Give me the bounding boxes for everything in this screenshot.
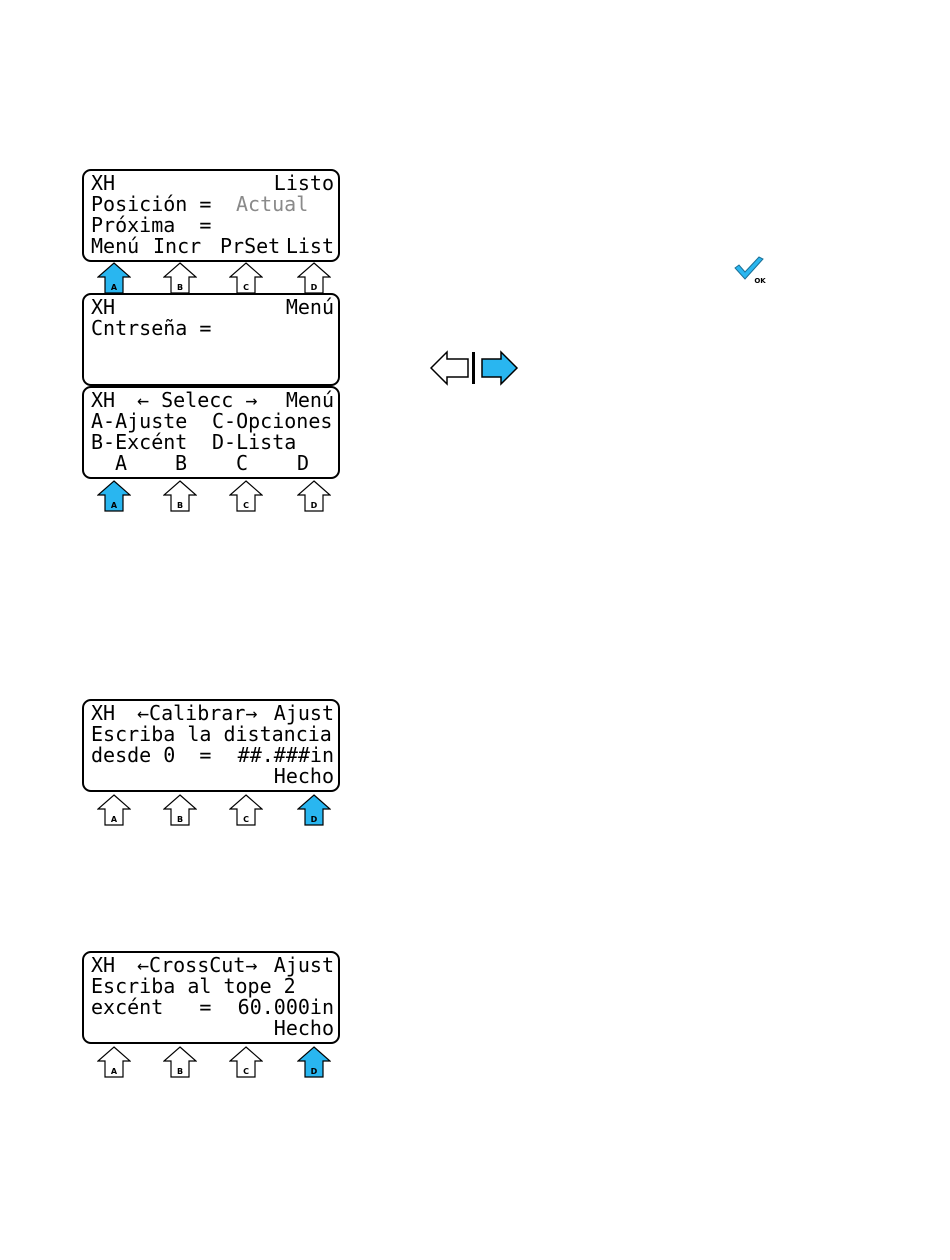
lcd-screen-calibrate	[82, 699, 340, 792]
softkey-b-button[interactable]	[163, 480, 197, 512]
softkey-a-letter: A	[110, 283, 118, 292]
option-b-offset: B-Excént	[91, 430, 188, 454]
softkey-d-button[interactable]	[297, 262, 331, 294]
softkey-label-d: D	[297, 451, 310, 475]
softkey-label-d: List	[285, 234, 334, 258]
offset-label: excént =	[91, 995, 212, 1019]
softkey-c-button[interactable]	[229, 480, 263, 512]
ok-checkmark-icon	[733, 255, 767, 285]
lcd-screen-menu	[82, 386, 340, 479]
calibrate-nav: ←Calibrar→	[137, 701, 258, 725]
softkey-a-button[interactable]	[97, 480, 131, 512]
softkey-c-letter: C	[243, 283, 249, 292]
softkey-a-letter: A	[110, 815, 118, 824]
axis-label: XH	[91, 953, 116, 977]
softkey-b-button[interactable]	[163, 1046, 197, 1078]
offset-value: 60.000in	[237, 995, 334, 1019]
select-nav: ← Selecc →	[137, 388, 258, 412]
softkey-d-letter: D	[310, 815, 318, 824]
softkey-label-b: B	[175, 451, 188, 475]
softkey-c-button[interactable]	[229, 794, 263, 826]
instruction-text: Escriba la distancia	[91, 722, 332, 746]
softkey-a-button[interactable]	[97, 794, 131, 826]
softkey-label-b: Incr	[153, 234, 202, 258]
softkey-a-letter: A	[110, 501, 118, 510]
axis-label: XH	[91, 171, 116, 195]
softkey-c-button[interactable]	[229, 262, 263, 294]
option-d-list: D-Lista	[212, 430, 297, 454]
distance-value: ##.###in	[237, 743, 334, 767]
softkey-label-a: Menú	[91, 234, 140, 258]
softkey-b-button[interactable]	[163, 262, 197, 294]
svg-text:OK: OK	[754, 277, 766, 285]
softkey-c-button[interactable]	[229, 1046, 263, 1078]
position-value: Actual	[236, 192, 309, 216]
lcd-screen-ready	[82, 169, 340, 262]
option-a-setup: A-Ajuste	[91, 409, 188, 433]
softkey-a-letter: A	[110, 1067, 118, 1076]
softkey-a-button[interactable]	[97, 262, 131, 294]
softkey-b-letter: B	[176, 815, 184, 824]
softkey-a-button[interactable]	[97, 1046, 131, 1078]
softkey-label-a: A	[115, 451, 128, 475]
softkey-row-3	[0, 794, 950, 826]
instruction-text: Escriba al tope 2	[91, 974, 296, 998]
softkey-label-c: C	[236, 451, 249, 475]
softkey-row-2	[0, 480, 950, 512]
softkey-d-button[interactable]	[297, 794, 331, 826]
softkey-b-letter: B	[176, 283, 184, 292]
done-softkey-label: Hecho	[273, 764, 334, 788]
softkey-d-button[interactable]	[297, 1046, 331, 1078]
softkey-b-button[interactable]	[163, 794, 197, 826]
softkey-d-letter: D	[310, 1067, 318, 1076]
left-right-arrows-icon	[430, 350, 520, 386]
password-label: Cntrseña =	[91, 316, 212, 340]
softkey-d-button[interactable]	[297, 480, 331, 512]
axis-label: XH	[91, 388, 116, 412]
setup-title: Ajust	[273, 701, 334, 725]
menu-title: Menú	[285, 388, 334, 412]
axis-label: XH	[91, 295, 116, 319]
lcd-screen-password	[82, 293, 340, 386]
softkey-c-letter: C	[243, 501, 249, 510]
crosscut-nav: ←CrossCut→	[137, 953, 258, 977]
softkey-row-1	[0, 262, 950, 294]
softkey-label-c: PrSet	[220, 234, 281, 258]
softkey-row-4	[0, 1046, 950, 1078]
next-label: Próxima =	[91, 213, 212, 237]
softkey-c-letter: C	[243, 815, 249, 824]
done-softkey-label: Hecho	[273, 1016, 334, 1040]
position-label: Posición =	[91, 192, 212, 216]
axis-label: XH	[91, 701, 116, 725]
softkey-d-letter: D	[310, 283, 318, 292]
softkey-c-letter: C	[243, 1067, 249, 1076]
distance-label: desde 0 =	[91, 743, 212, 767]
softkey-b-letter: B	[176, 1067, 184, 1076]
menu-title: Menú	[285, 295, 334, 319]
softkey-b-letter: B	[176, 501, 184, 510]
softkey-d-letter: D	[310, 501, 318, 510]
setup-title: Ajust	[273, 953, 334, 977]
option-c-options: C-Opciones	[212, 409, 333, 433]
lcd-screen-crosscut	[82, 951, 340, 1044]
status-text: Listo	[273, 171, 334, 195]
